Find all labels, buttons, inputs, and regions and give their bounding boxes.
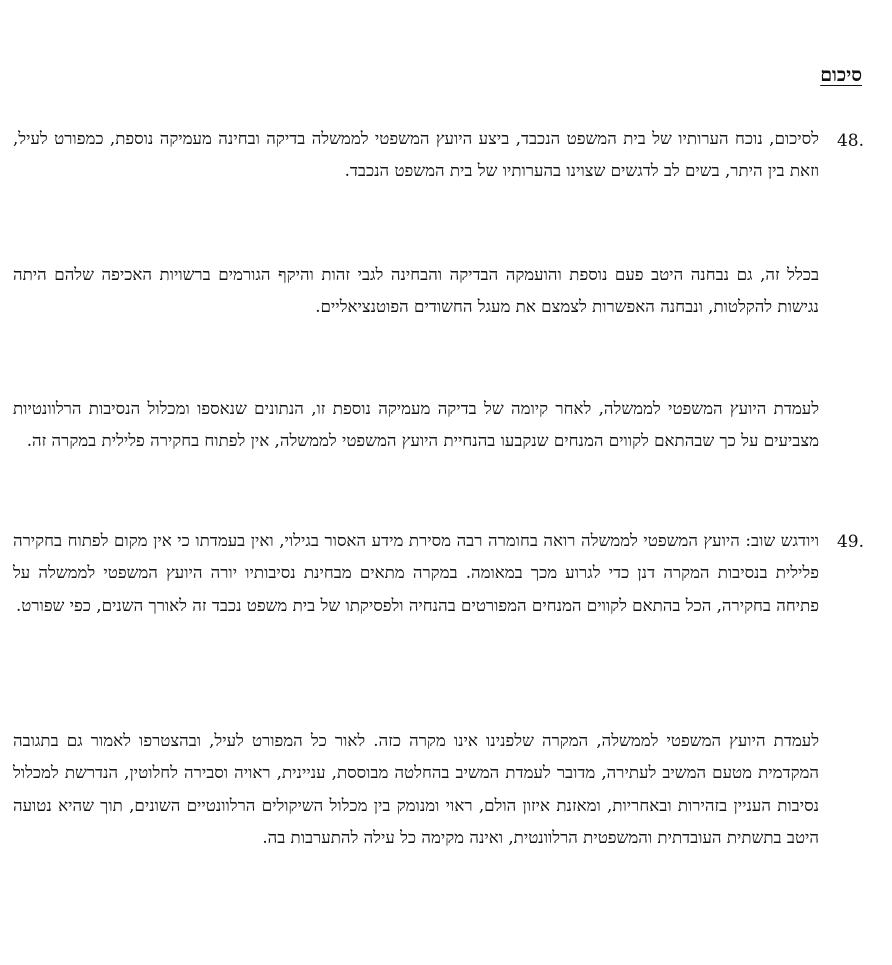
paragraph: בכלל זה, גם נבחנה היטב פעם נוספת והועמקה הבדיקה והבחינה לגבי זהות והיקף הגורמים ברשויות האכיפה שלהם היתה נגישות להקלטות, ונבחנה האפשרות לצמצם את מעגל החשודים הפוטנציאליים. (13, 264, 819, 317)
item-number: 48. (836, 131, 864, 151)
paragraph: ויודגש שוב: היועץ המשפטי לממשלה רואה בחומרה רבה מסירת מידע האסור בגילוי, ואין בעמדתו כי אין מקום לפתוח בחקירה פלילית בנסיבות המקרה דנן כדי לגרוע מכך במאומה. במקרה מתאים מבחינת נסיבותיו יורה היועץ המשפטי לממשלה על פתיחה בחקירה, הכל בהתאם לקווים המנחים המפורטים בהנחיה ולפסיקתו של בית משפט נכבד זה לאורך השנים, כפי שפורט. (13, 530, 819, 615)
paragraph: לסיכום, נוכח הערותיו של בית המשפט הנכבד, ביצע היועץ המשפטי לממשלה בדיקה ובחינה מעמיקה נוספת, כמפורט לעיל, וזאת בין היתר, בשים לב לדגשים שצוינו בהערותיו של בית המשפט הנכבד. (13, 128, 819, 181)
paragraph: לעמדת היועץ המשפטי לממשלה, המקרה שלפנינו אינו מקרה כזה. לאור כל המפורט לעיל, ובהצטרפו לאמור גם בתגובה המקדמית מטעם המשיב לעתירה, מדובר לעמדת המשיב בהחלטה מבוססת, עניינית, ראויה וסבירה לחלוטין, הנדרשת למכלול נסיבות העניין בזהירות ובאחריות, ומאזנת איזון הולם, ראוי ומנומק בין מכלול השיקולים הרלוונטיים השונים, תוך שהיא נטועה היטב בתשתית העובדתית והמשפטית הרלוונטית, ואינה מקימה כל עילה להתערבות בה. (13, 730, 819, 848)
cut-off-next-line (40, 945, 866, 965)
paragraph: לעמדת היועץ המשפטי לממשלה, לאחר קיומה של בדיקה מעמיקה נוספת זו, הנתונים שנאספו ומכלול הנסיבות הרלוונטיות מצביעים על כך שבהתאם לקווים המנחים שנקבעו בהנחיית היועץ המשפטי לממשלה, אין לפתוח בחקירה פלילית במקרה זה. (13, 398, 819, 451)
section-heading: סיכום (820, 64, 862, 86)
item-number: 49. (836, 532, 864, 552)
